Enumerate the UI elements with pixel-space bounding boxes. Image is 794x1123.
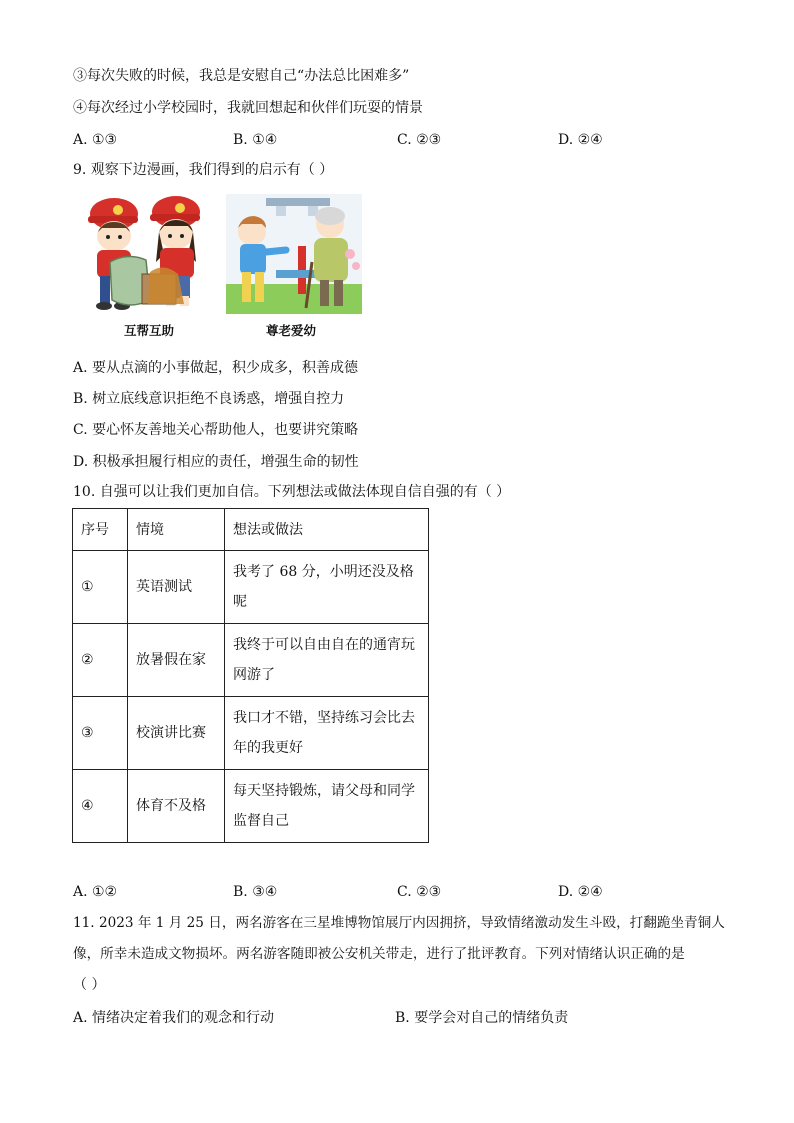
row-scene: 校演讲比赛 [128,697,225,770]
comic-caption-right: 尊老爱幼 [266,323,317,338]
row-action: 我口才不错，坚持练习会比去 年的我更好 [225,697,429,770]
q8-item-3: ③每次失败的时候，我总是安慰自己“办法总比困难多” [73,68,410,84]
table-row [73,770,429,843]
q11-option-a[interactable]: A. 情绪决定着我们的观念和行动 [73,1010,275,1026]
row-action: 我终于可以自由自在的通宵玩 网游了 [225,624,429,697]
left-panel-kids [88,196,200,310]
row-scene: 英语测试 [128,551,225,624]
q10-option-c[interactable]: C. ②③ [397,884,442,900]
row-scene: 体育不及格 [128,770,225,843]
row-no: ④ [73,770,128,843]
table-row [73,697,429,770]
q11-stem-line-2: 像，所幸未造成文物损坏。两名游客随即被公安机关带走，进行了批评教育。下列对情绪认识正确的是 [73,946,685,962]
table-header-row [73,509,429,551]
row-no: ② [73,624,128,697]
table-row [73,551,429,624]
q11-stem-line-1: 11. 2023 年 1 月 25 日，两名游客在三星堆博物馆展厅内因拥挤，导致情绪激动发生斗殴，打翻跪坐青铜人 [73,915,725,931]
q11-option-b[interactable]: B. 要学会对自己的情绪负责 [395,1010,569,1026]
right-panel-elder [226,194,362,314]
table-row [73,624,429,697]
q9-option-a[interactable]: A. 要从点滴的小事做起，积少成多，积善成德 [73,360,359,376]
q9-comic [80,192,370,342]
q9-option-d[interactable]: D. 积极承担履行相应的责任，增强生命的韧性 [73,454,359,470]
comic-illustration [80,192,370,320]
q8-option-a[interactable]: A. ①③ [73,132,118,148]
row-no: ① [73,551,128,624]
q9-stem: 9. 观察下边漫画，我们得到的启示有（ ） [73,162,334,178]
row-action: 我考了 68 分，小明还没及格 呢 [225,551,429,624]
table-header-no: 序号 [73,509,128,551]
q9-option-b[interactable]: B. 树立底线意识拒绝不良诱惑，增强自控力 [73,391,345,407]
q8-option-b[interactable]: B. ①④ [233,132,278,148]
q10-options [73,882,733,902]
q10-option-b[interactable]: B. ③④ [233,884,278,900]
q10-table [72,508,429,843]
table-header-scene: 情境 [128,509,225,551]
row-no: ③ [73,697,128,770]
comic-caption-left: 互帮互助 [124,323,175,338]
q8-option-d[interactable]: D. ②④ [558,132,603,148]
row-action: 每天坚持锻炼，请父母和同学 监督自己 [225,770,429,843]
row-scene: 放暑假在家 [128,624,225,697]
q10-stem: 10. 自强可以让我们更加自信。下列想法或做法体现自信自强的有（ ） [73,484,511,500]
q10-option-d[interactable]: D. ②④ [558,884,603,900]
q9-option-c[interactable]: C. 要心怀友善地关心帮助他人，也要讲究策略 [73,422,359,438]
q11-stem-line-3: （ ） [73,977,106,993]
q10-option-a[interactable]: A. ①② [73,884,118,900]
q8-options [73,130,733,150]
table-header-action: 想法或做法 [225,509,429,551]
q11-options [73,1008,733,1028]
q8-option-c[interactable]: C. ②③ [397,132,442,148]
q8-item-4: ④每次经过小学校园时，我就回想起和伙伴们玩耍的情景 [73,100,423,116]
